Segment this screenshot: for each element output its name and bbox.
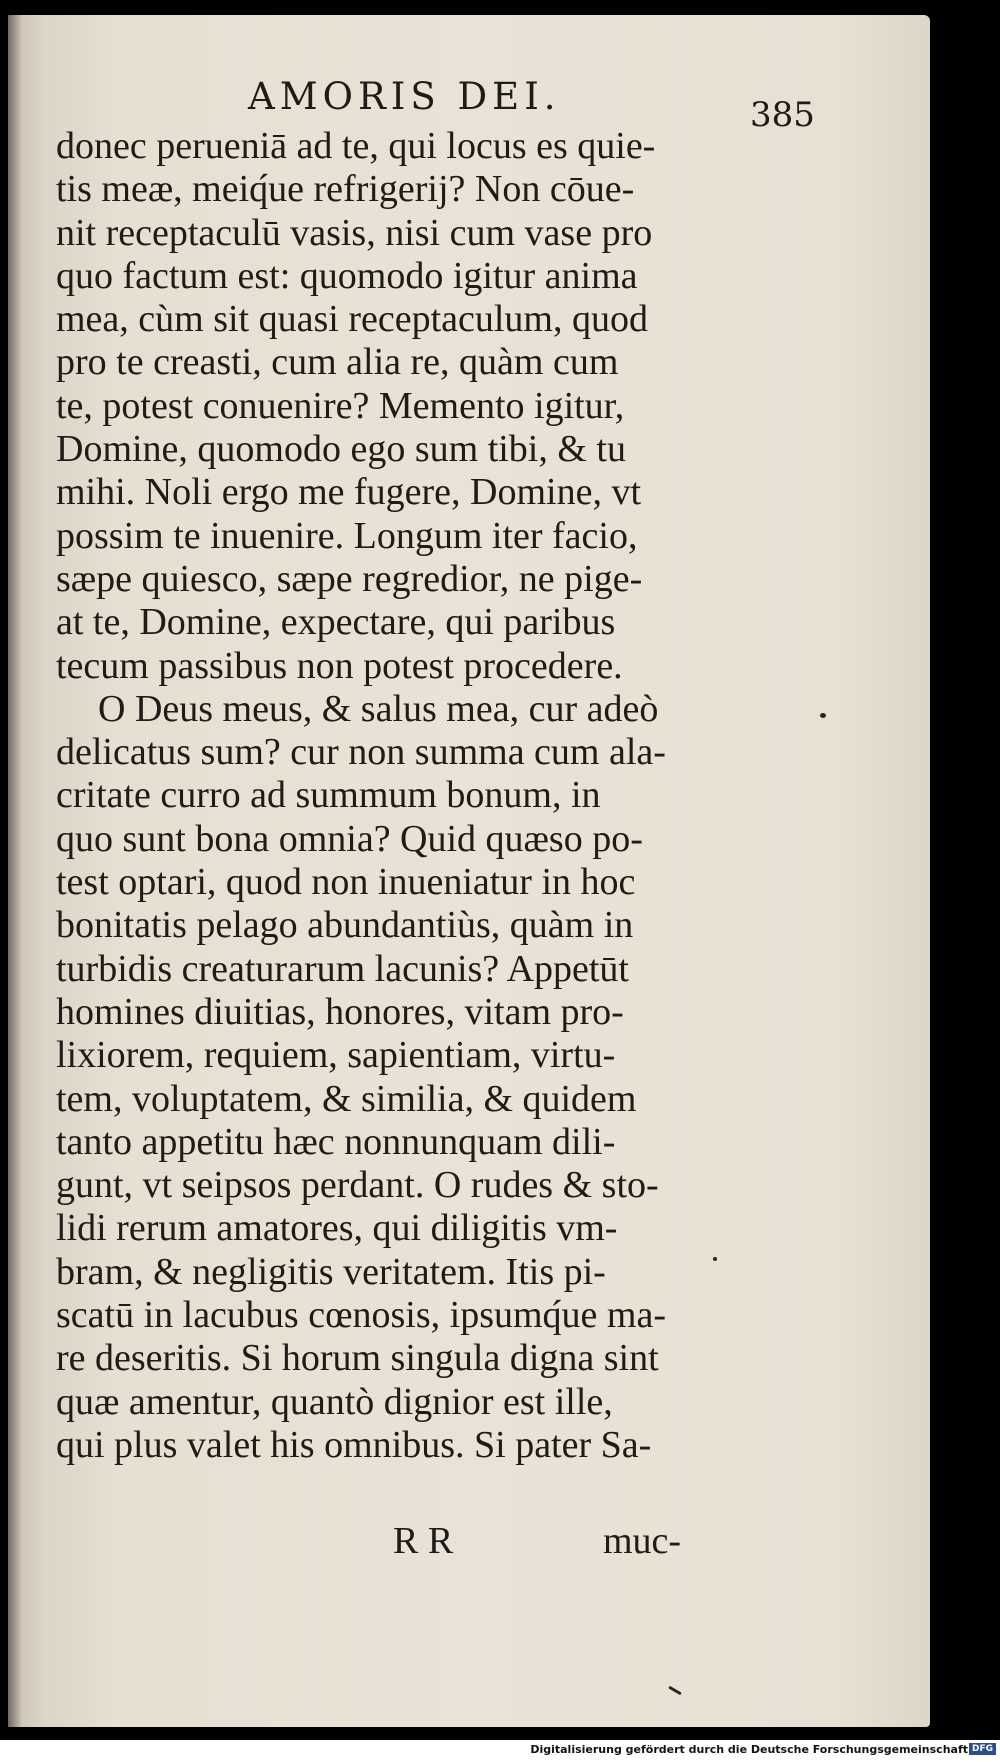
text-line: sæpe quiesco, sæpe regredior, ne pige-: [56, 557, 643, 600]
text-line: bonitatis pelago abundantiùs, quàm in: [56, 904, 634, 947]
footer-credit: Digitalisierung gefördert durch die Deutsche Forschungsgemeinschaft: [530, 1743, 968, 1756]
text-line: tem, voluptatem, & similia, & quidem: [56, 1077, 637, 1120]
text-line: bram, & negligitis veritatem. Itis pi-: [56, 1250, 606, 1293]
text-line: homines diuitias, honores, vitam pro-: [56, 990, 624, 1033]
digitization-footer: [0, 1740, 1000, 1762]
text-line: quo factum est: quomodo igitur anima: [56, 254, 638, 297]
text-line: lixiorem, requiem, sapientiam, virtu-: [56, 1034, 616, 1077]
text-line: re deseritis. Si horum singula digna sint: [56, 1337, 659, 1380]
text-line: qui plus valet his omnibus. Si pater Sa-: [56, 1423, 652, 1466]
text-line: nit receptaculū vasis, nisi cum vase pro: [56, 211, 653, 254]
text-line: mihi. Noli ergo me fugere, Domine, vt: [56, 471, 642, 514]
text-line: quæ amentur, quantò dignior est ille,: [56, 1380, 613, 1423]
text-line: quo sunt bona omnia? Quid quæso po-: [56, 817, 643, 860]
ink-speck: [668, 1686, 682, 1696]
text-line: turbidis creaturarum lacunis? Appetūt: [56, 947, 629, 990]
text-line: Domine, quomodo ego sum tibi, & tu: [56, 428, 626, 471]
text-line: at te, Domine, expectare, qui paribus: [56, 601, 616, 644]
text-line: donec perueniā ad te, qui locus es quie-: [56, 125, 656, 167]
body-text: [56, 125, 756, 1467]
text-line: gunt, vt seipsos perdant. O rudes & sto-: [56, 1164, 659, 1207]
catchword: muc-: [603, 1520, 682, 1562]
text-line: test optari, quod non inueniatur in hoc: [56, 861, 636, 904]
paragraph-start-line: O Deus meus, & salus mea, cur adeò: [98, 687, 659, 730]
text-line: lidi rerum amatores, qui diligitis vm-: [56, 1207, 618, 1250]
ink-speck: [713, 1257, 717, 1261]
text-line: scatū in lacubus cœnosis, ipsumq́ue ma-: [56, 1294, 667, 1337]
text-line: possim te inuenire. Longum iter facio,: [56, 514, 638, 557]
running-head: AMORIS DEI.: [248, 75, 561, 118]
ink-speck: [820, 713, 826, 718]
signature-mark: R R: [393, 1520, 454, 1562]
book-page: [8, 15, 930, 1727]
text-line: critate curro ad summum bonum, in: [56, 774, 601, 817]
text-line: tanto appetitu hæc nonnunquam dili-: [56, 1120, 616, 1163]
text-line: te, potest conuenire? Memento igitur,: [56, 384, 625, 427]
page-gutter-shadow: [8, 15, 22, 1727]
text-line: pro te creasti, cum alia re, quàm cum: [56, 341, 619, 384]
text-line: tis meæ, meiq́ue refrigerij? Non cōue-: [56, 168, 635, 211]
text-line: delicatus sum? cur non summa cum ala-: [56, 731, 666, 774]
page-number: 385: [750, 95, 815, 135]
text-line: tecum passibus non potest procedere.: [56, 644, 623, 687]
dfg-logo: DFG: [969, 1743, 996, 1755]
text-line: mea, cùm sit quasi receptaculum, quod: [56, 298, 648, 341]
